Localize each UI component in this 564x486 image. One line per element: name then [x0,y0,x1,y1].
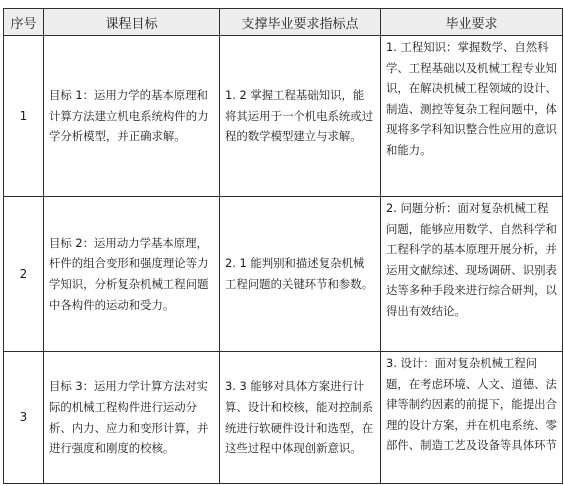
row-number: 1 [4,36,44,197]
indicator-cell [220,36,381,197]
course-goal-cell [44,36,220,197]
header-indicator: 支撑毕业要求指标点 [220,9,381,36]
requirement-cell [381,352,563,484]
table-header-row [4,9,563,36]
row-number: 2 [4,197,44,352]
table-row [4,197,563,352]
course-goal-text: 目标 3：运用力学计算方法对实际的机械工程构件进行运动分析、内力、应力和变形计算，并进行强度和刚度的校核。 [49,379,209,456]
table-row [4,36,563,197]
indicator-text: 1. 2 掌握工程基础知识，能将其运用于一个机电系统或过程的数学模型建立与求解。 [225,88,374,144]
requirement-cell [381,197,563,352]
row-number: 3 [4,352,44,484]
requirement-text: 3. 设计：面对复杂机械工程问题，在考虑环境、人文、道德、法律等制约因素的前提下，能提出合理的设计方案，并在机电系统、零部件、制造工艺及设备等具体环节 [386,356,557,453]
indicator-cell [220,197,381,352]
indicator-cell [220,352,381,484]
table-row [4,352,563,484]
course-goal-text: 目标 2：运用动力学基本原理，杆件的组合变形和强度理论等力学知识，分析复杂机械工程问题中各构件的运动和受力。 [49,235,209,312]
course-goal-cell [44,197,220,352]
header-course-goal: 课程目标 [44,9,220,36]
requirement-text: 2. 问题分析：面对复杂机械工程问题，能够应用数学、自然科学和工程科学的基本原理开展分析，并运用文献综述、现场调研、识别表达等多种手段来进行综合研判，以得出有效结论。 [386,201,557,318]
header-no: 序号 [4,9,44,36]
course-goal-text: 目标 1：运用力学的基本原理和计算方法建立机电系统构件的力学分析模型，并正确求解。 [49,88,209,144]
indicator-text: 3. 3 能够对具体方案进行计算、设计和校核，能对控制系统进行软硬件设计和选型，在这些过程中体现创新意识。 [225,379,374,456]
indicator-text: 2. 1 能判别和描述复杂机械工程问题的关键环节和参数。 [225,256,374,291]
requirement-text: 1. 工程知识：掌握数学、自然科学、工程基础以及机械工程专业知识，在解决机械工程领域的设计、制造、测控等复杂工程问题中，体现将多学科知识整合性应用的意识和能力。 [386,40,557,157]
requirement-cell [381,36,563,197]
header-graduation-requirement: 毕业要求 [381,9,563,36]
course-goal-cell [44,352,220,484]
course-objectives-table [3,8,563,484]
